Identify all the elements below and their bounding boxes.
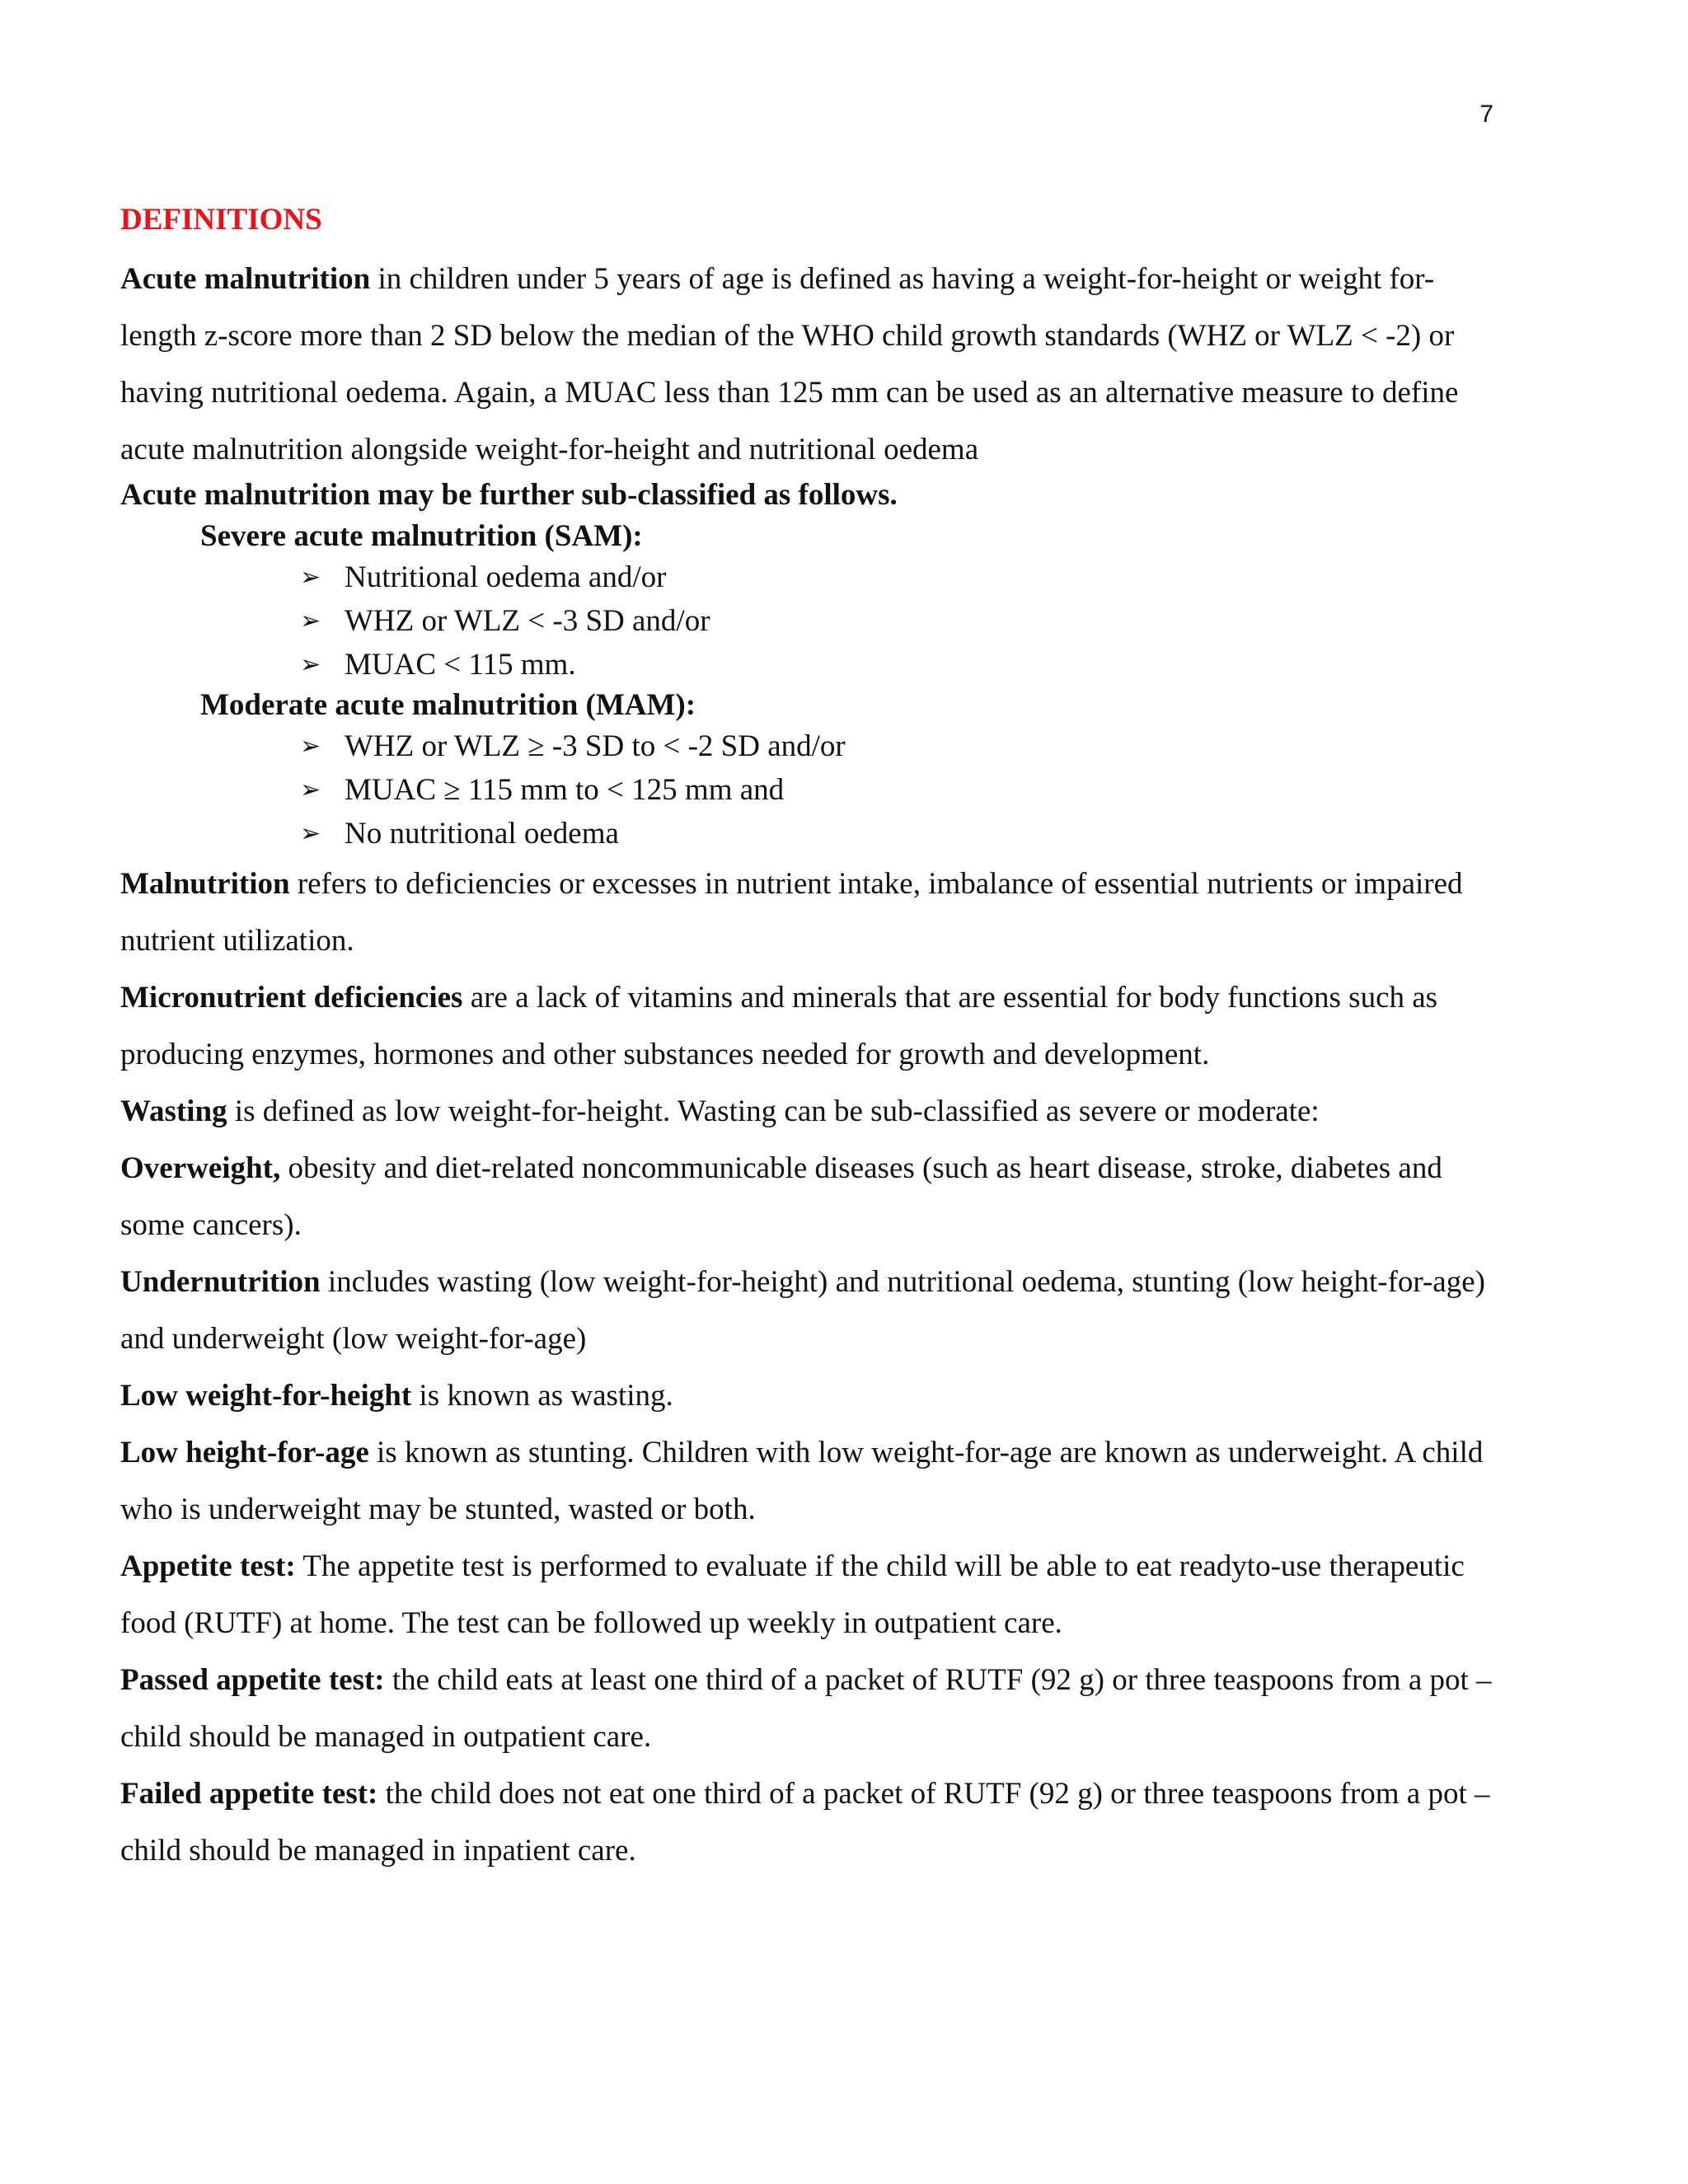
list-item: ➢ Nutritional oedema and/or: [300, 555, 1505, 599]
arrow-bullet-icon: ➢: [300, 607, 321, 635]
definition-term: Micronutrient deficiencies: [120, 981, 463, 1015]
list-item: ➢ No nutritional oedema: [300, 812, 1505, 855]
definition-term: Acute malnutrition: [120, 262, 371, 296]
definition-text: is known as wasting.: [411, 1379, 673, 1413]
list-item: ➢ WHZ or WLZ ≥ -3 SD to < -2 SD and/or: [300, 724, 1505, 768]
list-item: ➢ MUAC ≥ 115 mm to < 125 mm and: [300, 768, 1505, 812]
definition-term: Low weight-for-height: [120, 1379, 412, 1413]
definition-term: Undernutrition: [120, 1265, 321, 1299]
definition-text: are a lack of vitamins and minerals that are essential for body functions such as producing enzymes, hormones and other substances needed for growth and development.: [120, 981, 1438, 1071]
definition-acute-malnutrition: [120, 251, 1505, 478]
definition-text: is known as stunting. Children with low weight-for-age are known as underweight. A child who is underweight may be stunted, wasted or both.: [120, 1436, 1484, 1526]
definition-text: is defined as low weight-for-height. Wasting can be sub-classified as severe or moderate:: [227, 1094, 1320, 1128]
arrow-bullet-icon: ➢: [300, 732, 321, 761]
definition-appetite-test: [120, 1538, 1505, 1652]
definition-text: includes wasting (low weight-for-height) and nutritional oedema, stunting (low height-for-age) and underweight (low weight-for-age): [120, 1265, 1485, 1356]
arrow-bullet-icon: ➢: [300, 819, 321, 848]
definition-passed-appetite-test: [120, 1652, 1505, 1765]
definition-low-height-for-age: [120, 1424, 1505, 1538]
definition-term: Low height-for-age: [120, 1436, 369, 1469]
definition-low-weight-for-height: [120, 1367, 1505, 1424]
definition-overweight: [120, 1140, 1505, 1254]
arrow-bullet-icon: ➢: [300, 776, 321, 804]
definition-text: in children under 5 years of age is defined as having a weight-for-height or weight for-length z-score more than 2 SD below the median of the WHO child growth standards (WHZ or WLZ < -2) or having nutritional oedema. Again, a MUAC less than 125 mm can be used as an alternative measure to define acute malnutrition alongside weight-for-height and nutritional oedema: [120, 262, 1459, 466]
definition-term: Malnutrition: [120, 867, 290, 901]
definition-text: the child does not eat one third of a packet of RUTF (92 g) or three teaspoons from a pot – child should be managed in inpatient care.: [120, 1777, 1490, 1868]
arrow-bullet-icon: ➢: [300, 650, 321, 679]
definition-failed-appetite-test: [120, 1765, 1505, 1879]
definition-text: The appetite test is performed to evaluate if the child will be able to eat readyto-use therapeutic food (RUTF) at home. The test can be followed up weekly in outpatient care.: [120, 1549, 1465, 1640]
sam-title: Severe acute malnutrition (SAM):: [200, 519, 643, 553]
document-body: [120, 198, 1505, 1879]
definition-text: obesity and diet-related noncommunicable diseases (such as heart disease, stroke, diabetes and some cancers).: [120, 1151, 1442, 1242]
definition-text: refers to deficiencies or excesses in nutrient intake, imbalance of essential nutrients or impaired nutrient utilization.: [120, 867, 1463, 958]
definition-undernutrition: [120, 1254, 1505, 1367]
mam-title: Moderate acute malnutrition (MAM):: [200, 688, 696, 722]
mam-criteria-list: [120, 724, 1505, 855]
list-item: ➢ MUAC < 115 mm.: [300, 643, 1505, 687]
list-item: ➢ WHZ or WLZ < -3 SD and/or: [300, 599, 1505, 643]
definition-wasting: [120, 1083, 1505, 1140]
arrow-bullet-icon: ➢: [300, 563, 321, 592]
definition-term: Wasting: [120, 1094, 227, 1128]
definition-malnutrition: [120, 855, 1505, 969]
definition-term: Passed appetite test:: [120, 1663, 385, 1697]
sam-criteria-list: [120, 555, 1505, 687]
definition-term: Appetite test:: [120, 1549, 296, 1583]
definition-micronutrient-deficiencies: [120, 969, 1505, 1083]
definition-term: Failed appetite test:: [120, 1777, 378, 1811]
definition-term: Overweight,: [120, 1151, 281, 1185]
definition-text: the child eats at least one third of a packet of RUTF (92 g) or three teaspoons from a pot – child should be managed in outpatient care.: [120, 1663, 1492, 1754]
page-number: 7: [1479, 101, 1493, 128]
subclassification-heading: Acute malnutrition may be further sub-classified as follows.: [120, 478, 898, 512]
section-heading: DEFINITIONS: [120, 203, 322, 237]
